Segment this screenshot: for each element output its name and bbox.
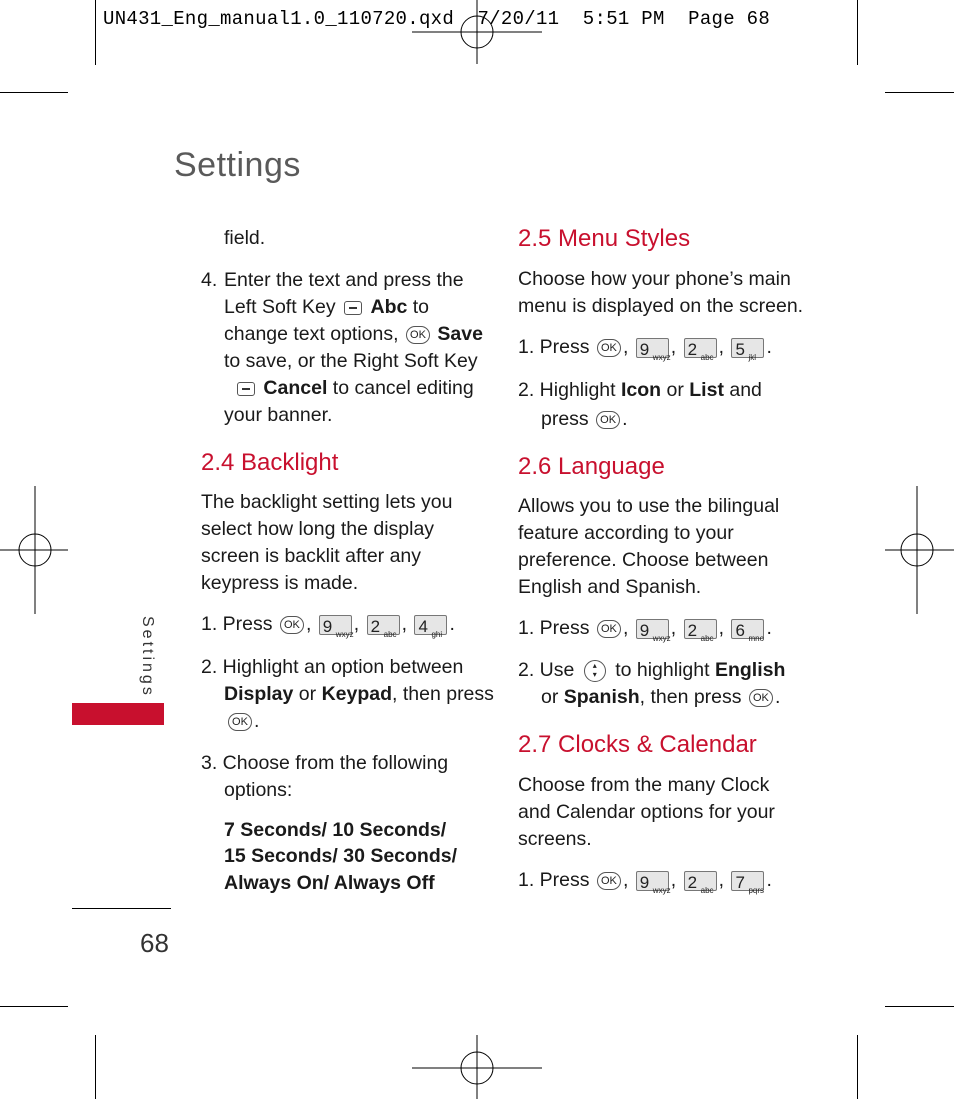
clocks-step-1: 1. Press OK , 9 wxyz , 2 abc , 7 pqrs . [518, 869, 772, 895]
ok-key-icon: OK [597, 620, 621, 638]
key-4-icon: 4 ghi [414, 615, 447, 635]
language-step-2-line2: or Spanish, then press OK . [541, 686, 781, 708]
text: , then press [639, 686, 742, 708]
step-4-line5 [234, 375, 474, 402]
menu-styles-step-2-line2: press OK . [541, 408, 628, 430]
bold-term: Save [437, 323, 483, 345]
print-slug [103, 8, 770, 30]
language-intro-3: preference. Choose between [518, 549, 769, 571]
ok-key-icon: OK [597, 872, 621, 890]
key-2-icon: 2 abc [367, 615, 400, 635]
page-number-rule [72, 908, 171, 909]
registration-mark-bottom [412, 1035, 542, 1099]
bold-term: Abc [370, 296, 408, 318]
registration-mark-right [885, 486, 954, 614]
backlight-options-2: 15 Seconds/ 30 Seconds/ [224, 845, 458, 867]
step-4-line3 [224, 321, 483, 348]
sidebar-section-label: Settings [139, 616, 156, 698]
step-4-number: 4. [201, 269, 218, 291]
text: 1. Press [518, 617, 590, 639]
text: to [412, 296, 430, 318]
backlight-step-1: 1. Press OK , 9 wxyz , 2 abc , 4 ghi . [201, 613, 455, 639]
clocks-intro-3: screens. [518, 828, 592, 850]
step-4-line6: your banner. [224, 404, 333, 426]
text: 1. Press [518, 869, 590, 891]
key-9-icon: 9 wxyz [636, 871, 669, 891]
menu-styles-heading: 2.5 Menu Styles [518, 225, 691, 252]
key-6-icon: 6 mno [731, 619, 764, 639]
step-4-line4: to save, or the Right Soft Key [224, 350, 478, 372]
field-line: field. [224, 227, 266, 249]
ok-key-icon: OK [597, 339, 621, 357]
menu-styles-step-2-line1 [518, 377, 762, 404]
clocks-intro-1: Choose from the many Clock [518, 774, 770, 796]
ok-key-icon: OK [228, 713, 252, 731]
slug-date: 7/20/11 [477, 8, 560, 30]
text: , then press [392, 683, 494, 705]
backlight-step-2-line2 [224, 681, 494, 708]
bold-term: Display [224, 683, 294, 705]
backlight-heading: 2.4 Backlight [201, 449, 339, 476]
language-intro-1: Allows you to use the bilingual [518, 495, 780, 517]
page-number: 68 [140, 928, 169, 958]
text: to cancel editing [332, 377, 474, 399]
backlight-intro-2: select how long the display [201, 518, 435, 540]
nav-key-icon: ▴ ▾ [584, 660, 606, 682]
backlight-step-2-line1: 2. Highlight an option between [201, 656, 464, 678]
language-step-2-line1 [518, 657, 785, 684]
key-2-icon: 2 abc [684, 871, 717, 891]
text: 1. Press [201, 613, 273, 635]
text: 2. Highlight [518, 379, 616, 401]
ok-key-icon: OK [280, 616, 304, 634]
text: press [541, 408, 589, 430]
ok-key-icon: OK [406, 326, 430, 344]
bold-term: Spanish [563, 686, 640, 708]
menu-styles-intro-2: menu is displayed on the screen. [518, 295, 804, 317]
ok-key-icon: OK [596, 411, 620, 429]
text: 2. Use [518, 659, 575, 681]
backlight-intro-4: keypress is made. [201, 572, 359, 594]
backlight-intro-1: The backlight setting lets you [201, 491, 453, 513]
menu-styles-intro-1: Choose how your phone’s main [518, 268, 791, 290]
language-heading: 2.6 Language [518, 453, 665, 480]
clocks-intro-2: and Calendar options for your [518, 801, 775, 823]
soft-key-icon [237, 382, 255, 396]
section-tab-bar [72, 703, 164, 725]
menu-styles-step-1: 1. Press OK , 9 wxyz , 2 abc , 5 jkl . [518, 336, 772, 362]
text: to highlight [615, 659, 710, 681]
clocks-heading: 2.7 Clocks & Calendar [518, 731, 757, 758]
bold-term: Keypad [321, 683, 393, 705]
bold-term: Icon [620, 379, 662, 401]
key-5-icon: 5 jkl [731, 338, 764, 358]
language-intro-4: English and Spanish. [518, 576, 702, 598]
key-9-icon: 9 wxyz [636, 338, 669, 358]
key-9-icon: 9 wxyz [319, 615, 352, 635]
key-9-icon: 9 wxyz [636, 619, 669, 639]
slug-file: UN431_Eng_manual1.0_110720.qxd [103, 8, 455, 30]
registration-mark-left [0, 486, 68, 614]
slug-time: 5:51 PM [582, 8, 665, 30]
text: or [666, 379, 684, 401]
key-2-icon: 2 abc [684, 338, 717, 358]
step-4-line1: Enter the text and press the [224, 269, 464, 291]
backlight-step-3-line2: options: [224, 779, 293, 801]
text: or [541, 686, 559, 708]
bold-term: Cancel [263, 377, 328, 399]
bold-term: English [714, 659, 786, 681]
language-intro-2: feature according to your [518, 522, 734, 544]
page-title: Settings [174, 146, 301, 184]
backlight-options-1: 7 Seconds/ 10 Seconds/ [224, 819, 447, 841]
text: or [298, 683, 317, 705]
step-4-line2 [224, 294, 429, 321]
bold-term: List [689, 379, 724, 401]
text: Left Soft Key [224, 296, 336, 318]
slug-page: Page 68 [688, 8, 771, 30]
backlight-options-3: Always On/ Always Off [224, 872, 435, 894]
text: change text options, [224, 323, 399, 345]
backlight-step-2-line3: OK . [224, 708, 259, 735]
soft-key-icon [344, 301, 362, 315]
ok-key-icon: OK [749, 689, 773, 707]
backlight-intro-3: screen is backlit after any [201, 545, 422, 567]
language-step-1: 1. Press OK , 9 wxyz , 2 abc , 6 mno . [518, 617, 772, 643]
text: 1. Press [518, 336, 590, 358]
backlight-step-3-line1: 3. Choose from the following [201, 752, 449, 774]
key-7-icon: 7 pqrs [731, 871, 764, 891]
key-2-icon: 2 abc [684, 619, 717, 639]
text: and [729, 379, 762, 401]
